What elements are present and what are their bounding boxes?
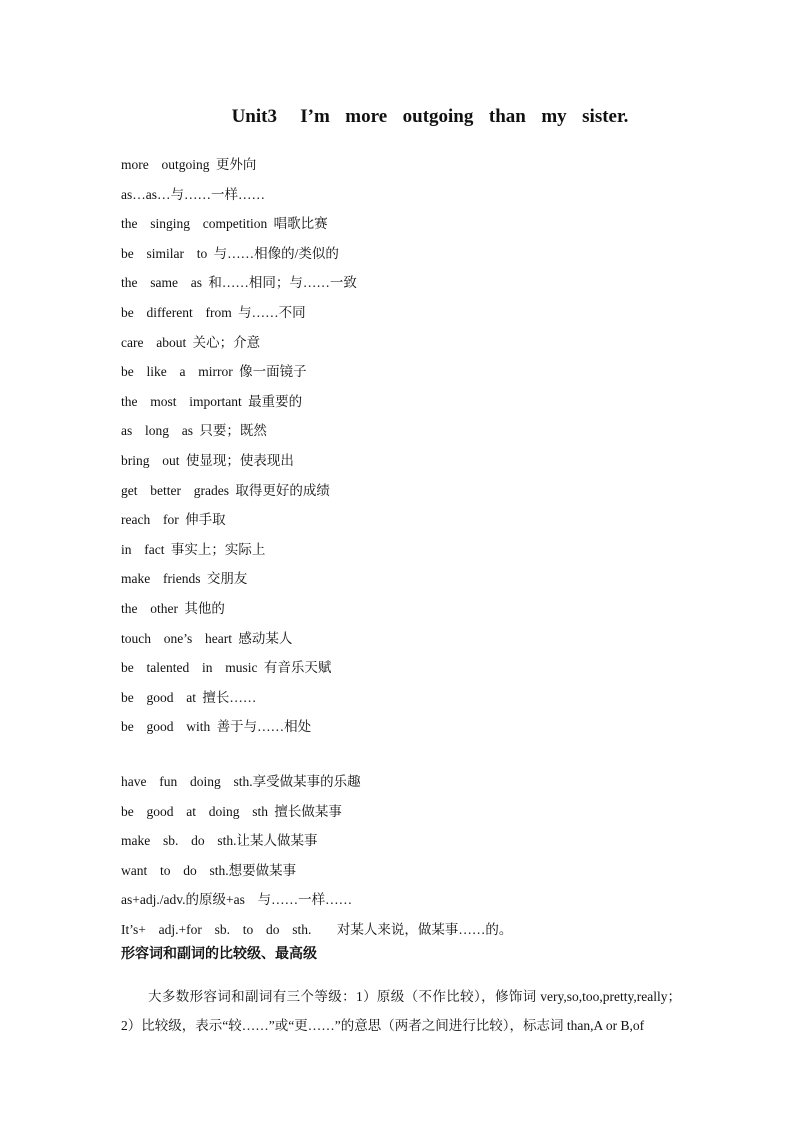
phrase-item: reach for 伸手取 bbox=[121, 512, 226, 528]
phrase-item: be talented in music 有音乐天赋 bbox=[121, 660, 332, 676]
phrase-item: more outgoing 更外向 bbox=[121, 157, 257, 172]
phrase-item: be good at 擅长…… bbox=[121, 689, 257, 705]
phrase-item: touch one’s heart 感动某人 bbox=[121, 630, 293, 646]
grammar-paragraph: 大多数形容词和副词有三个等级：1）原级（不作比较），修饰词 very,so,too,pretty,really；2）比较级，表示“较……”或“更……”的意思（两者之间进行比较），标志词 than,A or B,of bbox=[121, 988, 681, 1033]
phrase-list bbox=[121, 150, 357, 742]
phrase-item: in fact 事实上；实际上 bbox=[121, 541, 266, 557]
structure-item: be good at doing sth 擅长做某事 bbox=[121, 803, 342, 819]
phrase-item: the most important 最重要的 bbox=[121, 393, 303, 409]
phrase-item: the other 其他的 bbox=[121, 600, 225, 616]
phrase-item: be different from 与……不同 bbox=[121, 304, 306, 320]
structure-item: have fun doing sth.享受做某事的乐趣 bbox=[121, 774, 361, 789]
phrase-item: be good with 善于与……相处 bbox=[121, 719, 312, 735]
page-title: Unit3 I’m more outgoing than my sister. bbox=[231, 106, 629, 127]
phrase-item: the singing competition 唱歌比赛 bbox=[121, 216, 328, 232]
structure-item: as+adj./adv.的原级+as 与……一样…… bbox=[121, 892, 353, 908]
phrase-item: get better grades 取得更好的成绩 bbox=[121, 482, 330, 498]
phrase-item: as…as…与……一样…… bbox=[121, 186, 265, 202]
phrase-item: bring out 使显现；使表现出 bbox=[121, 452, 294, 468]
phrase-item: be similar to 与……相像的/类似的 bbox=[121, 245, 339, 261]
structure-item: make sb. do sth.让某人做某事 bbox=[121, 833, 318, 849]
phrase-item: care about 关心；介意 bbox=[121, 334, 261, 350]
grammar-heading: 形容词和副词的比较级、最高级 bbox=[121, 946, 317, 962]
phrase-item: make friends 交朋友 bbox=[121, 571, 248, 587]
structure-item: want to do sth.想要做某事 bbox=[121, 862, 297, 878]
phrase-item: the same as 和……相同；与……一致 bbox=[121, 275, 357, 291]
phrase-item: as long as 只要；既然 bbox=[121, 423, 267, 439]
phrase-item: be like a mirror 像一面镜子 bbox=[121, 364, 307, 380]
structure-list bbox=[121, 767, 512, 945]
structure-item: It’s+ adj.+for sb. to do sth. 对某人来说，做某事……的。 bbox=[121, 921, 513, 937]
